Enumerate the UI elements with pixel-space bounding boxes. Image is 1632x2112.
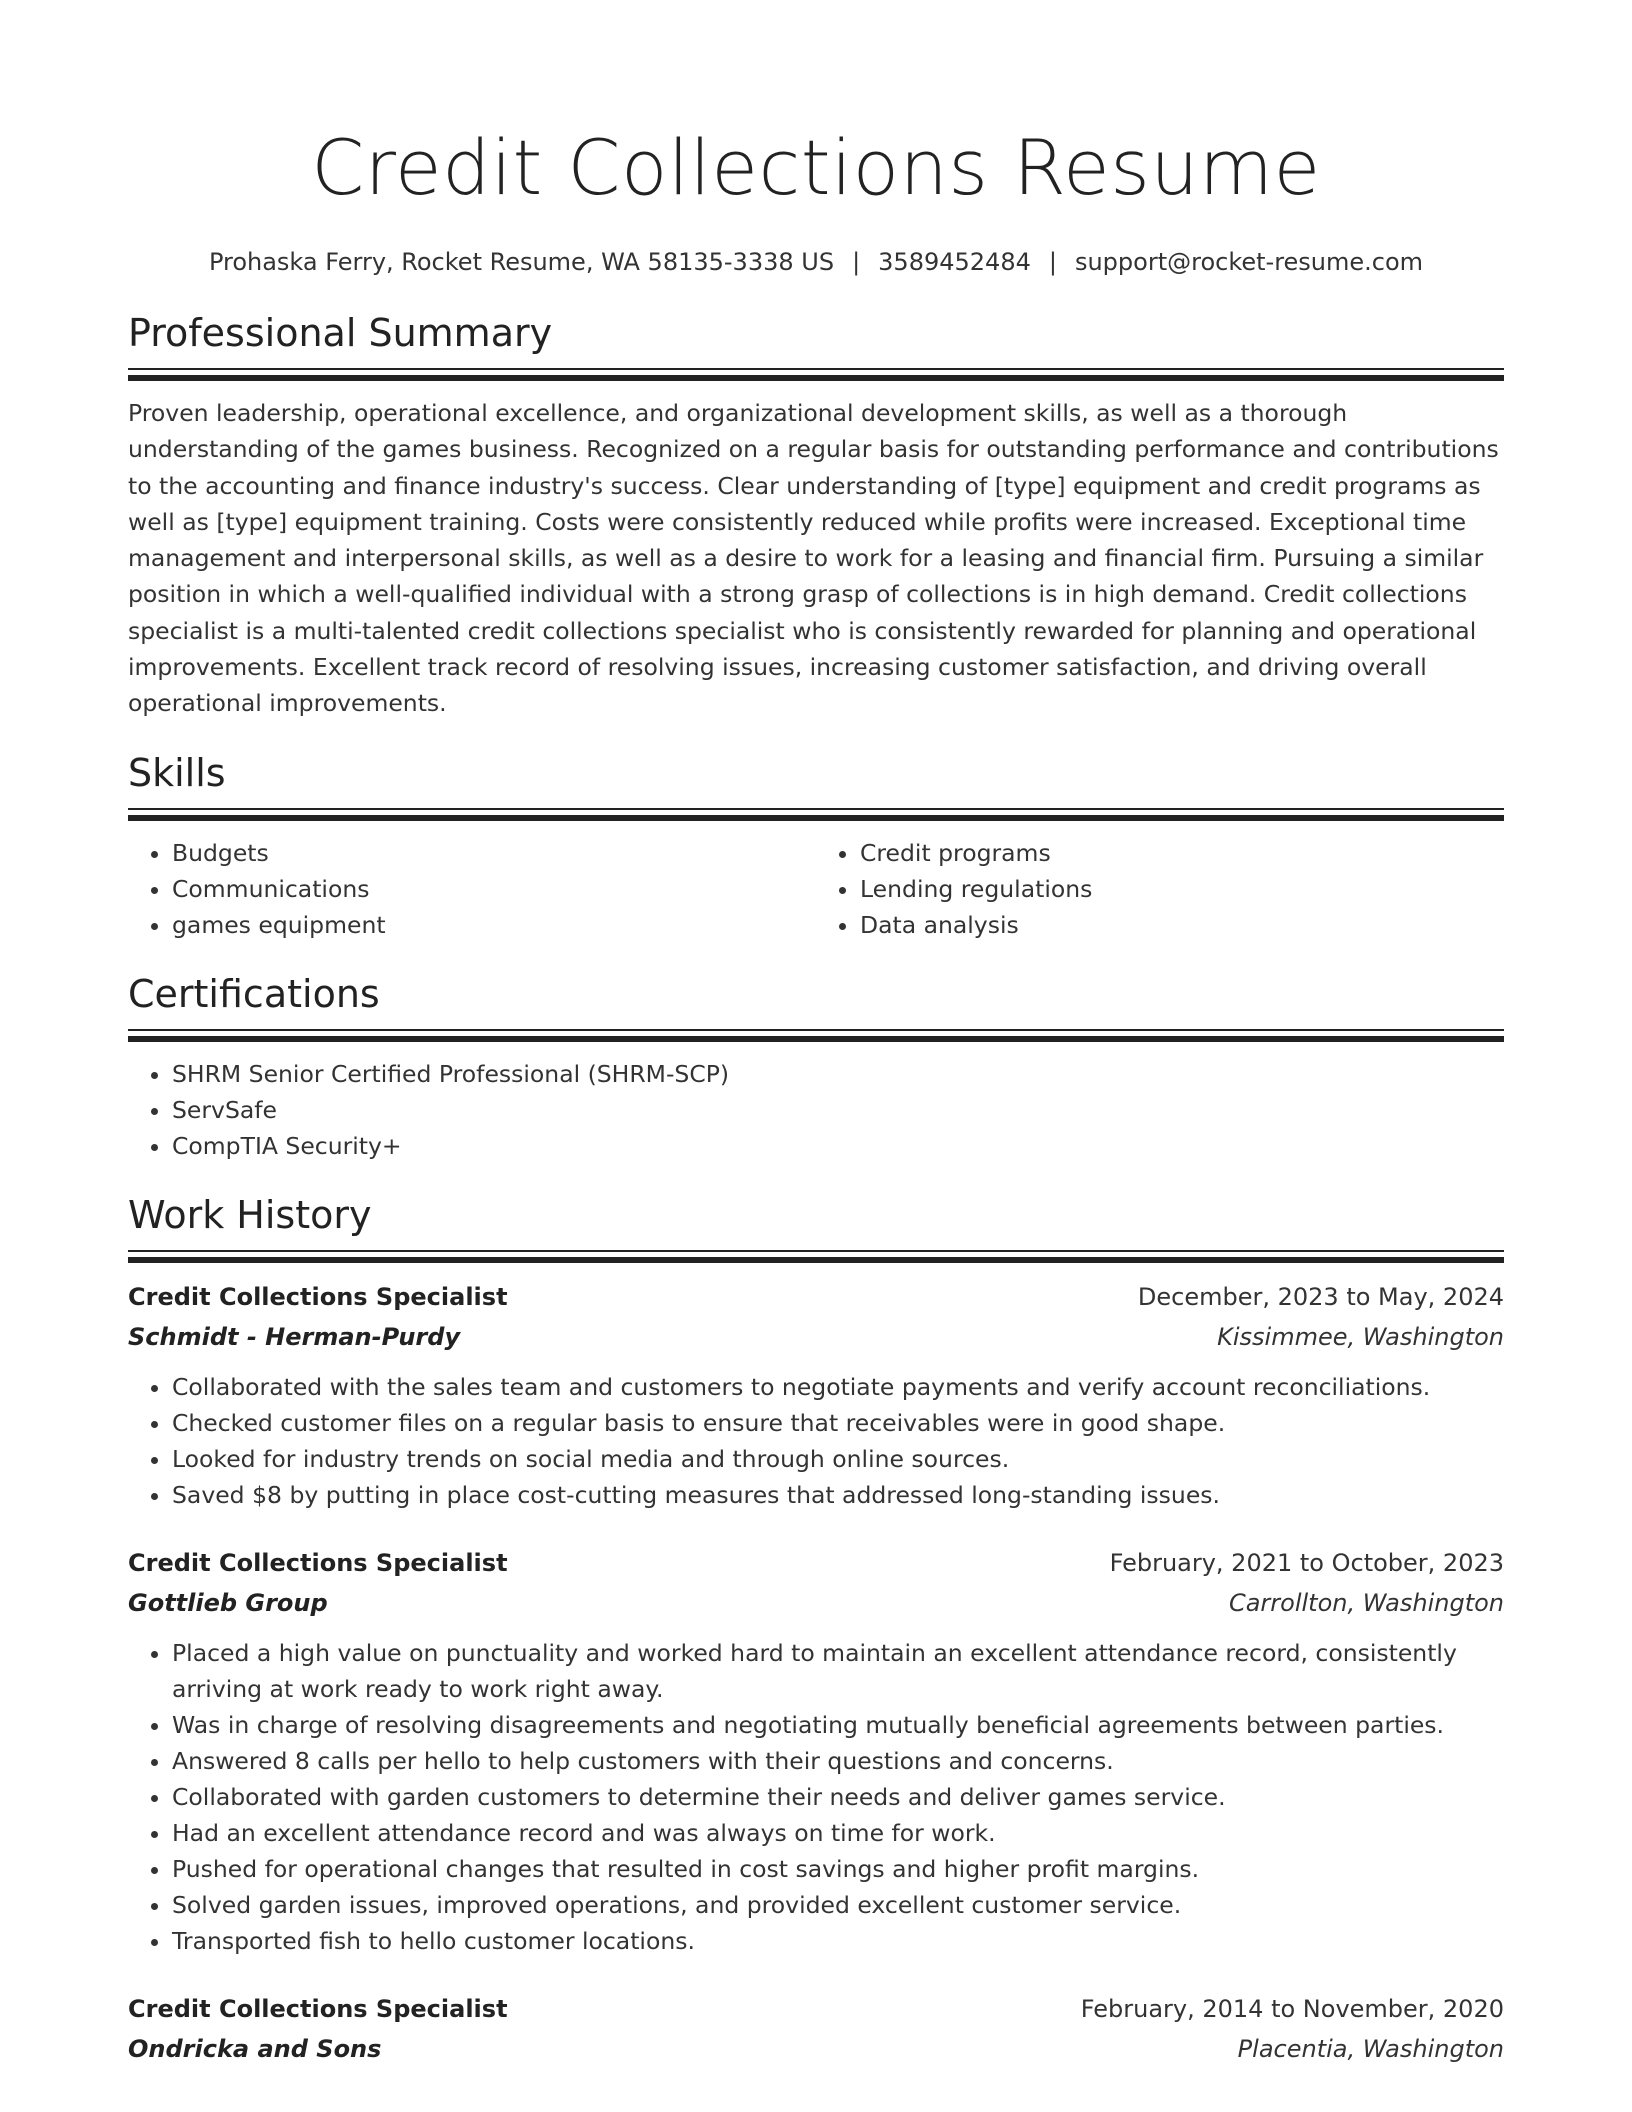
- list-item: • Lending regulations: [860, 871, 1504, 907]
- job-bullets: [128, 1369, 1504, 1513]
- list-item: • games equipment: [172, 907, 816, 943]
- list-item: • Communications: [172, 871, 816, 907]
- skills-list-left: [128, 835, 816, 943]
- job-entry: [128, 1989, 1504, 2069]
- section-divider: [128, 1029, 1504, 1042]
- section-heading-work-history: Work History: [128, 1192, 372, 1237]
- job-location: Placentia, Washington: [1237, 2034, 1504, 2063]
- list-item: • Had an excellent attendance record and was always on time for work.: [172, 1815, 1504, 1851]
- list-item: • Saved $8 by putting in place cost-cutting measures that addressed long-standing issues.: [172, 1477, 1504, 1513]
- contact-separator: |: [852, 248, 861, 276]
- list-item: • Was in charge of resolving disagreements and negotiating mutually beneficial agreements between parties.: [172, 1707, 1504, 1743]
- job-dates: December, 2023 to May, 2024: [1137, 1282, 1504, 1311]
- job-title: Credit Collections Specialist: [128, 1282, 508, 1311]
- section-heading-certifications: Certifications: [128, 971, 380, 1016]
- list-item: • Checked customer files on a regular basis to ensure that receivables were in good shape.: [172, 1405, 1504, 1441]
- list-item: • Solved garden issues, improved operations, and provided excellent customer service.: [172, 1887, 1504, 1923]
- job-company: Schmidt - Herman-Purdy: [128, 1322, 461, 1351]
- list-item: • Collaborated with garden customers to determine their needs and deliver games service.: [172, 1779, 1504, 1815]
- list-item: • Collaborated with the sales team and customers to negotiate payments and verify account reconciliations.: [172, 1369, 1504, 1405]
- list-item: • Credit programs: [860, 835, 1504, 871]
- job-entry: [128, 1543, 1504, 1959]
- job-title: Credit Collections Specialist: [128, 1994, 508, 2023]
- list-item: • Answered 8 calls per hello to help customers with their questions and concerns.: [172, 1743, 1504, 1779]
- skills-columns: [128, 835, 1504, 943]
- section-divider: [128, 368, 1504, 381]
- list-item: • Transported fish to hello customer locations.: [172, 1923, 1504, 1959]
- list-item: • Data analysis: [860, 907, 1504, 943]
- job-title: Credit Collections Specialist: [128, 1548, 508, 1577]
- certifications-section: [128, 969, 1504, 1164]
- certifications-list: [128, 1056, 1504, 1164]
- section-divider: [128, 808, 1504, 821]
- job-company: Gottlieb Group: [128, 1588, 328, 1617]
- job-bullets: [128, 1635, 1504, 1959]
- job-dates: February, 2014 to November, 2020: [1080, 1994, 1504, 2023]
- list-item: • Pushed for operational changes that resulted in cost savings and higher profit margins.: [172, 1851, 1504, 1887]
- job-location: Carrollton, Washington: [1228, 1588, 1504, 1617]
- work-history-section: [128, 1190, 1504, 2069]
- job-entry: [128, 1277, 1504, 1513]
- job-dates: February, 2021 to October, 2023: [1109, 1548, 1504, 1577]
- list-item: • Looked for industry trends on social media and through online sources.: [172, 1441, 1504, 1477]
- list-item: • Placed a high value on punctuality and worked hard to maintain an excellent attendance record, consistently arriving at work ready to work right away.: [172, 1635, 1504, 1707]
- contact-separator: |: [1048, 248, 1057, 276]
- list-item: • Budgets: [172, 835, 816, 871]
- resume-title: Credit Collections Resume: [311, 123, 1321, 212]
- section-heading-skills: Skills: [128, 750, 226, 795]
- list-item: • ServSafe: [172, 1092, 1504, 1128]
- list-item: • CompTIA Security+: [172, 1128, 1504, 1164]
- summary-text: Proven leadership, operational excellence, and organizational development skills, as well as a thorough understanding of the games business. Recognized on a regular basis for outstanding performance and contributions to the accounting and finance industry's success. Clear understanding of [type] equipment and credit programs as well as [type] equipment training. Costs were consistently reduced while profits were increased. Exceptional time management and interpersonal skills, as well as a desire to work for a leasing and financial firm. Pursuing a similar position in which a well-qualified individual with a strong grasp of collections is in high demand. Credit collections specialist is a multi-talented credit collections specialist who is consistently rewarded for planning and operational improvements. Excellent track record of resolving issues, increasing customer satisfaction, and driving overall operational improvements.: [128, 399, 1499, 718]
- contact-line: [128, 246, 1504, 278]
- skills-section: [128, 748, 1504, 943]
- section-divider: [128, 1250, 1504, 1263]
- list-item: • SHRM Senior Certified Professional (SHRM-SCP): [172, 1056, 1504, 1092]
- summary-section: [128, 308, 1504, 722]
- contact-address: Prohaska Ferry, Rocket Resume, WA 58135-3338 US: [208, 248, 835, 276]
- job-company: Ondricka and Sons: [128, 2034, 382, 2063]
- skills-list-right: [816, 835, 1504, 943]
- job-location: Kissimmee, Washington: [1217, 1322, 1504, 1351]
- contact-phone: 3589452484: [878, 248, 1031, 276]
- contact-email[interactable]: support@rocket-resume.com: [1074, 248, 1424, 276]
- section-heading-summary: Professional Summary: [128, 311, 553, 355]
